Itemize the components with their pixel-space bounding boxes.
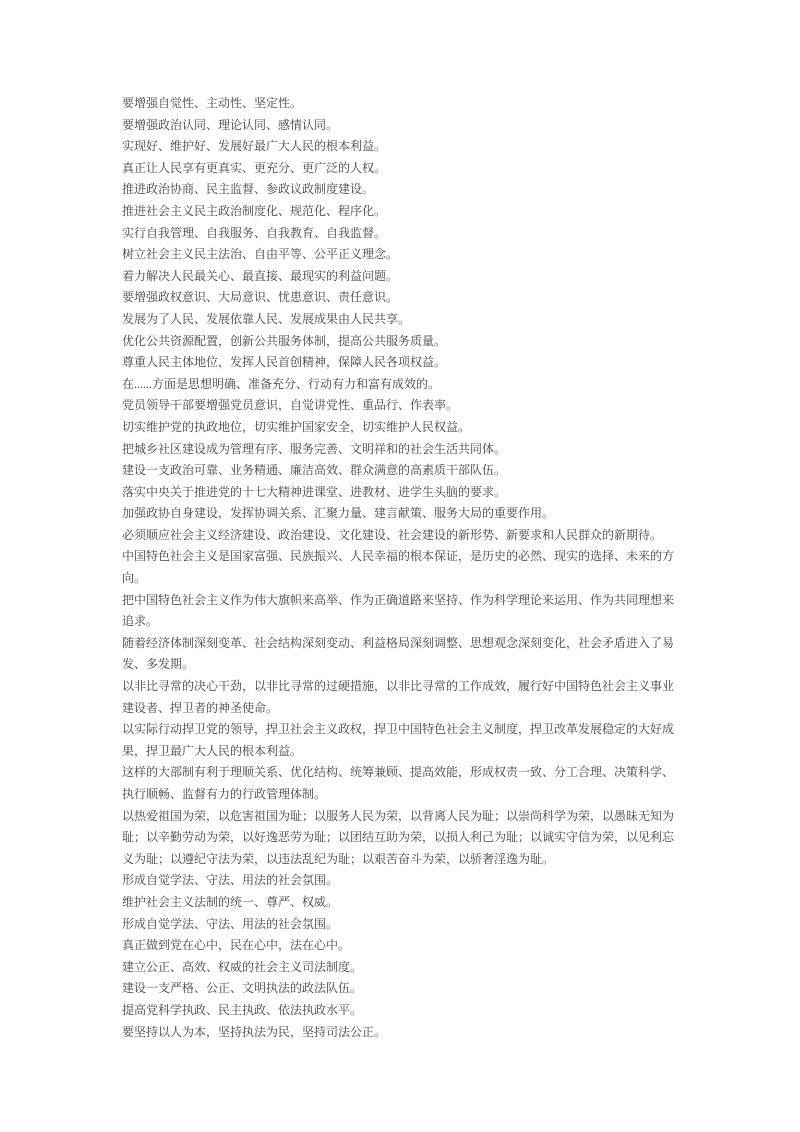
- document-paragraph: 要增强政权意识、大局意识、忧患意识、责任意识。: [122, 290, 399, 305]
- document-paragraph: 在......方面是思想明确、准备充分、行动有力和富有成效的。: [122, 376, 441, 391]
- document-paragraph: 树立社会主义民主法治、自由平等、公平正义理念。: [122, 247, 399, 262]
- document-paragraph: 着力解决人民最关心、最直接、最现实的利益问题。: [122, 268, 399, 283]
- document-paragraph: 中国特色社会主义是国家富强、民族振兴、人民幸福的根本保证，是历史的必然、现实的选择、未来的方向。: [122, 549, 675, 586]
- document-text-block: [122, 93, 679, 1043]
- document-paragraph: 把城乡社区建设成为管理有序、服务完善、文明祥和的社会生活共同体。: [122, 441, 507, 456]
- document-paragraph: 建设一支严格、公正、文明执法的政法队伍。: [122, 981, 363, 996]
- document-paragraph: 要增强政治认同、理论认同、感情认同。: [122, 117, 339, 132]
- document-paragraph: 实行自我管理、自我服务、自我教育、自我监督。: [122, 225, 387, 240]
- document-paragraph: 落实中央关于推进党的十七大精神进课堂、进教材、进学生头脑的要求。: [122, 484, 507, 499]
- document-paragraph: 尊重人民主体地位，发挥人民首创精神，保障人民各项权益。: [122, 355, 447, 370]
- document-paragraph: 推进社会主义民主政治制度化、规范化、程序化。: [122, 203, 387, 218]
- document-paragraph: 建立公正、高效、权威的社会主义司法制度。: [122, 959, 363, 974]
- document-paragraph: 以热爱祖国为荣，以危害祖国为耻；以服务人民为荣，以背离人民为耻；以崇尚科学为荣，以愚昧无知为耻；以辛勤劳动为荣，以好逸恶劳为耻；以团结互助为荣，以损人利己为耻；以诚实守信为荣，以见利忘义为耻；以遵纪守法为荣，以违法乱纪为耻；以艰苦奋斗为荣，以骄奢淫逸为耻。: [122, 808, 675, 866]
- document-paragraph: 实现好、维护好、发展好最广大人民的根本利益。: [122, 139, 387, 154]
- document-paragraph: 加强政协自身建设，发挥协调关系、汇聚力量、建言献策、服务大局的重要作用。: [122, 506, 555, 521]
- document-paragraph: 提高党科学执政、民主执政、依法执政水平。: [122, 1002, 363, 1017]
- document-paragraph: 形成自觉学法、守法、用法的社会氛围。: [122, 873, 339, 888]
- document-paragraph: 推进政治协商、民主监督、参政议政制度建设。: [122, 182, 375, 197]
- document-paragraph: 优化公共资源配置，创新公共服务体制，提高公共服务质量。: [122, 333, 447, 348]
- document-paragraph: 必须顺应社会主义经济建设、政治建设、文化建设、社会建设的新形势、新要求和人民群众的新期待。: [122, 527, 663, 542]
- document-paragraph: 随着经济体制深刻变革、社会结构深刻变动、利益格局深刻调整、思想观念深刻变化，社会矛盾进入了易发、多发期。: [122, 635, 675, 672]
- document-paragraph: 要增强自觉性、主动性、坚定性。: [122, 96, 303, 110]
- document-paragraph: 切实维护党的执政地位，切实维护国家安全，切实维护人民权益。: [122, 419, 471, 434]
- document-paragraph: 形成自觉学法、守法、用法的社会氛围。: [122, 916, 339, 931]
- document-paragraph: 把中国特色社会主义作为伟大旗帜来高举、作为正确道路来坚持、作为科学理论来运用、作为共同理想来追求。: [122, 592, 675, 629]
- document-paragraph: 以实际行动捍卫党的领导，捍卫社会主义政权，捍卫中国特色社会主义制度，捍卫改革发展稳定的大好成果，捍卫最广大人民的根本利益。: [122, 722, 675, 758]
- document-paragraph: 以非比寻常的决心干劲，以非比寻常的过硬措施，以非比寻常的工作成效，履行好中国特色社会主义事业建设者、捍卫者的神圣使命。: [122, 679, 675, 715]
- document-paragraph: 真正做到党在心中，民在心中，法在心中。: [122, 938, 351, 953]
- document-paragraph: 要坚持以人为本，坚持执法为民，坚持司法公正。: [122, 1024, 387, 1039]
- document-paragraph: 这样的大部制有利于理顺关系、优化结构、统筹兼顾、提高效能，形成权责一致、分工合理、决策科学、执行顺畅、监督有力的行政管理体制。: [122, 765, 675, 801]
- document-paragraph: 维护社会主义法制的统一、尊严、权威。: [122, 894, 339, 909]
- document-paragraph: 发展为了人民、发展依靠人民、发展成果由人民共享。: [122, 311, 411, 326]
- document-paragraph: 党员领导干部要增强党员意识，自觉讲党性、重品行、作表率。: [122, 398, 459, 413]
- document-paragraph: 真正让人民享有更真实、更充分、更广泛的人权。: [122, 160, 387, 175]
- document-paragraph: 建设一支政治可靠、业务精通、廉洁高效、群众满意的高素质干部队伍。: [122, 463, 507, 478]
